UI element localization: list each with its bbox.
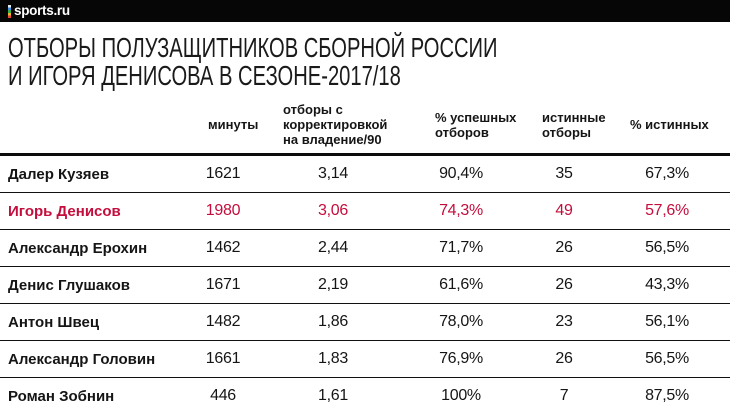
- sportsru-logo-text: sports.ru: [14, 4, 70, 18]
- true-tackles-value: 23: [524, 304, 604, 341]
- true-tackles-value: 35: [524, 155, 604, 193]
- minutes-value: 1482: [178, 304, 268, 341]
- column-header-minutes: минуты: [178, 96, 268, 155]
- true-pct-value: 67,3%: [604, 155, 730, 193]
- table-row: [0, 304, 730, 341]
- true-pct-value: 56,5%: [604, 230, 730, 267]
- table-row-highlighted: [0, 193, 730, 230]
- column-header-adjusted-tackles: отборы с корректировкой на владение/90: [268, 96, 398, 155]
- player-name: Александр Ерохин: [0, 230, 178, 267]
- adjusted-tackles-value: 3,14: [268, 155, 398, 193]
- adjusted-tackles-value: 1,86: [268, 304, 398, 341]
- player-name: Игорь Денисов: [0, 193, 178, 230]
- minutes-value: 1661: [178, 341, 268, 378]
- stats-table: [0, 96, 730, 414]
- minutes-value: 446: [178, 378, 268, 414]
- topbar: [0, 0, 730, 22]
- column-header-true-tackles: истинные отборы: [524, 96, 604, 155]
- player-name: Антон Швец: [0, 304, 178, 341]
- adjusted-tackles-value: 3,06: [268, 193, 398, 230]
- page-title-line2: И ИГОРЯ ДЕНИСОВА В СЕЗОНЕ-2017/18: [8, 62, 528, 90]
- table-row: [0, 341, 730, 378]
- table-row: [0, 230, 730, 267]
- minutes-value: 1462: [178, 230, 268, 267]
- player-name: Роман Зобнин: [0, 378, 178, 414]
- table-row: [0, 378, 730, 414]
- true-tackles-value: 26: [524, 267, 604, 304]
- true-pct-value: 56,5%: [604, 341, 730, 378]
- player-name: Александр Головин: [0, 341, 178, 378]
- column-header-player: [0, 96, 178, 155]
- player-name: Денис Глушаков: [0, 267, 178, 304]
- success-pct-value: 76,9%: [398, 341, 524, 378]
- column-header-true-pct: % истинных: [604, 96, 730, 155]
- sportsru-stripes-icon: [8, 5, 11, 18]
- adjusted-tackles-value: 2,44: [268, 230, 398, 267]
- true-pct-value: 43,3%: [604, 267, 730, 304]
- true-pct-value: 87,5%: [604, 378, 730, 414]
- player-name: Далер Кузяев: [0, 155, 178, 193]
- page-title-line1: ОТБОРЫ ПОЛУЗАЩИТНИКОВ СБОРНОЙ РОССИИ: [8, 34, 528, 62]
- success-pct-value: 74,3%: [398, 193, 524, 230]
- table-row: [0, 267, 730, 304]
- success-pct-value: 100%: [398, 378, 524, 414]
- true-pct-value: 56,1%: [604, 304, 730, 341]
- sportsru-logo[interactable]: [8, 4, 70, 18]
- success-pct-value: 90,4%: [398, 155, 524, 193]
- true-tackles-value: 7: [524, 378, 604, 414]
- adjusted-tackles-value: 1,61: [268, 378, 398, 414]
- page-title: [8, 34, 528, 90]
- success-pct-value: 71,7%: [398, 230, 524, 267]
- true-tackles-value: 26: [524, 230, 604, 267]
- true-tackles-value: 49: [524, 193, 604, 230]
- adjusted-tackles-value: 2,19: [268, 267, 398, 304]
- minutes-value: 1980: [178, 193, 268, 230]
- true-pct-value: 57,6%: [604, 193, 730, 230]
- stats-table-header: [0, 96, 730, 155]
- minutes-value: 1621: [178, 155, 268, 193]
- table-row: [0, 155, 730, 193]
- adjusted-tackles-value: 1,83: [268, 341, 398, 378]
- success-pct-value: 78,0%: [398, 304, 524, 341]
- minutes-value: 1671: [178, 267, 268, 304]
- true-tackles-value: 26: [524, 341, 604, 378]
- column-header-success-pct: % успешных отборов: [398, 96, 524, 155]
- success-pct-value: 61,6%: [398, 267, 524, 304]
